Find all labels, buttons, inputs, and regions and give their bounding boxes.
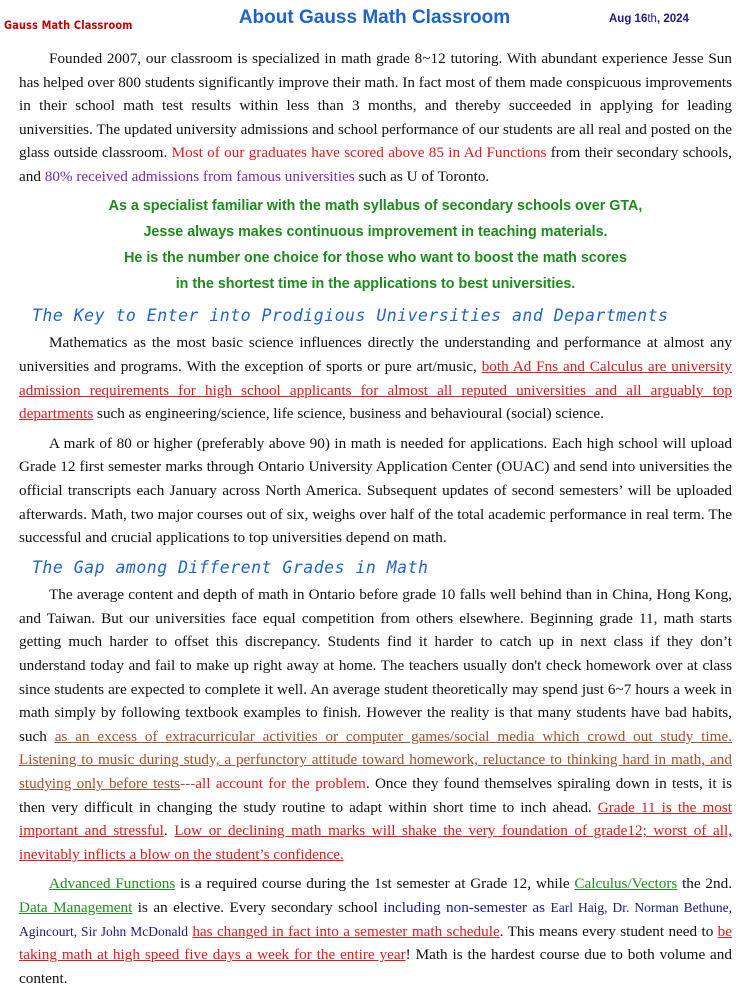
highlight-line: As a specialist familiar with the math syllabus of secondary schools over GTA,: [108, 197, 643, 214]
s2p2-highlight-navy: including non-semester as: [383, 899, 551, 916]
s1p1-text-a: Mathematics as the most basic science influences directly the understanding and performance at almost any universities and programs. With the exception of sports or pure art/music,: [19, 334, 732, 375]
s2p2-text-e: . This means every student need to: [499, 922, 718, 940]
s2p1-text-c: .: [163, 822, 175, 840]
s2p1-highlight-red-2: Grade 11 is the most important and stressful: [19, 798, 732, 840]
s2p1-dash: ---: [180, 775, 196, 793]
page-header: [0, 0, 749, 38]
s2p1-highlight-brown: as an excess of extracurricular activities or computer games/social media which crowd out study time. Listening to music during study, a perfunctory attitude toward homework, reluctance to thinking hard in math, and studying only before tests: [19, 727, 732, 793]
intro-text-1: Founded 2007, our classroom is specialized in math grade 8~12 tutoring. With abundant experience Jesse Sun has helped over 800 students significantly improve their math. In fact most of them made conspicuous improvements in their school math test results within less than 3 months, and thereby succeeded in applying for leading universities. The updated university admissions and school performance of our students are all real and posted on the glass outside classroom.: [19, 50, 732, 162]
date-year: , 2024: [656, 13, 689, 25]
intro-text-2: from their secondary schools, and: [19, 144, 732, 185]
school-names: Earl Haig, Dr. Norman Bethune, Agincourt, Sir John McDonald: [19, 900, 733, 939]
intro-paragraph: [19, 47, 732, 189]
section1-paragraph-1: [19, 331, 732, 425]
s2p1-text-a: The average content and depth of math in Ontario before grade 10 falls well behind than in China, Hong Kong, and Taiwan. But our universities face equal competition from others elsewhere. Beginning grade 11, math starts getting much harder to offset this discrepancy. Students find it harder to catch up in next class if they don’t understand today and fail to make up right away at home. The teachers usually don't check homework over at class since students are expected to complete it well. An average student theoretically may spend just 6~7 hours a week in math simply by following textbook examples to finish. However the reality is that many students have bad habits, such: [19, 586, 732, 745]
course-advanced-functions: Advanced Functions: [49, 875, 176, 893]
intro-text-3: such as U of Toronto.: [354, 167, 490, 185]
s2p1-text-b: . Once they found themselves spiraling down in tests, it is then very difficult in changing the study routine to adapt within short time to inch ahead.: [19, 775, 733, 816]
s2p1-highlight-red-3: Low or declining math marks will shake the very foundation of grade12; worst of all, inevitably inflicts a blow on the student’s confidence.: [19, 822, 733, 863]
s2p1-highlight-red-1: all account for the problem: [195, 775, 366, 793]
page-title: About Gauss Math Classroom: [238, 7, 511, 28]
article-body: [19, 47, 732, 990]
highlight-block: [19, 193, 732, 298]
course-data-management: Data Management: [19, 899, 133, 916]
highlight-line: Jesse always makes continuous improvement in teaching materials.: [143, 223, 608, 240]
date-main: Aug 16: [609, 13, 648, 25]
highlight-line: in the shortest time in the applications to best universities.: [175, 276, 576, 293]
course-calculus-vectors: Calculus/Vectors: [574, 875, 678, 893]
intro-highlight-purple: 80% received admissions from famous universities: [44, 167, 355, 185]
s2p2-highlight-red-2: be taking math at high speed five days a week for the entire year: [19, 922, 733, 964]
intro-highlight-red: Most of our graduates have scored above 85 in Ad Functions: [171, 144, 547, 162]
s1p1-text-b: such as engineering/science, life science, business and behavioural (social) science.: [93, 405, 604, 423]
s2p2-text-b: the 2nd.: [677, 875, 732, 893]
s2p2-text-f: ! Math is the hardest course due to both volume and content.: [19, 946, 732, 987]
section-heading-key: The Key to Enter into Prodigious Universities and Departments: [32, 305, 669, 325]
section-heading-gap: The Gap among Different Grades in Math: [32, 557, 429, 577]
brand-name: Gauss Math Classroom: [4, 18, 133, 32]
section1-paragraph-2: A mark of 80 or higher (preferably above 90) in math is needed for applications. Each high school will upload Grade 12 first semester marks through Ontario University Application Center (OUAC) and send into universities the official transcripts each January across North America. Subsequent updates of second semesters’ will be uploaded afterwards. Math, two major courses out of six, weighs over half of the total academic performance in real term. The successful and crucial applications to top universities depend on math.: [19, 434, 732, 547]
s2p2-text-c: is an elective. Every secondary school: [132, 899, 384, 916]
s1p1-highlight-red: both Ad Fns and Calculus are university admission requirements for high school applicants for almost all reputed universities and all arguably top departments: [19, 357, 732, 423]
page-date: [609, 13, 689, 25]
s2p2-highlight-red-1: has changed in fact into a semester math schedule: [192, 922, 500, 940]
highlight-line: He is the number one choice for those who want to boost the math scores: [124, 250, 627, 267]
s2p2-text-a: is a required course during the 1st semester at Grade 12, while: [175, 875, 575, 893]
section2-paragraph-1: [19, 583, 732, 866]
date-ordinal: th: [647, 13, 657, 25]
section2-paragraph-2: [19, 872, 732, 990]
